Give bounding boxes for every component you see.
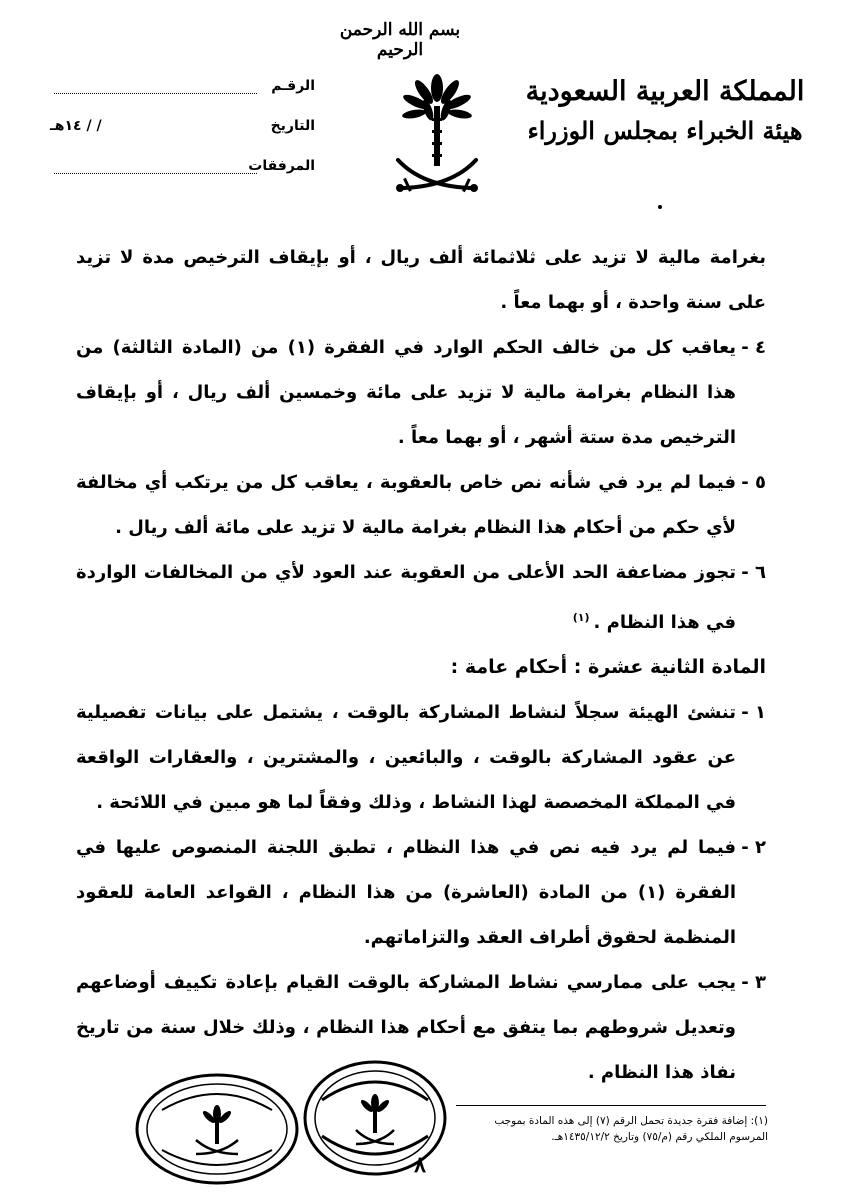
article-heading: المادة الثانية عشرة : أحكام عامة : — [450, 656, 766, 678]
continuation-paragraph: بغرامة مالية لا تزيد على ثلاثمائة ألف ريال ، أو بإيقاف الترخيص مدة لا تزيد على سنة واحدة ، أو بهما معاً . — [76, 247, 766, 313]
date-row — [50, 106, 315, 146]
kingdom-name: المملكة العربية السعودية — [525, 76, 805, 107]
item-text: يجب على ممارسي نشاط المشاركة بالوقت القيام بإعادة تكييف أوضاعهم وتعديل شروطهم بما يتفق مع أحكام هذا النظام ، وذلك خلال سنة من تاريخ نفاذ هذا النظام . — [76, 972, 736, 1083]
date-label: التاريخ — [270, 118, 315, 134]
item-number: ٤ - — [741, 337, 766, 358]
item-text: فيما لم يرد في شأنه نص خاص بالعقوبة ، يعاقب كل من يرتكب أي مخالفة لأي حكم من أحكام هذا النظام بغرامة مالية لا تزيد على مائة ألف ريال . — [76, 472, 736, 538]
item-text: يعاقب كل من خالف الحكم الوارد في الفقرة (١) من (المادة الثالثة) من هذا النظام بغرامة مالية لا تزيد على مائة وخمسين ألف ريال ، أو بإيقاف الترخيص مدة ستة أشهر ، أو بهما معاً . — [76, 337, 737, 448]
item-number: ٦ - — [741, 562, 766, 583]
item-text: تجوز مضاعفة الحد الأعلى من العقوبة عند العود لأي من المخالفات الواردة في هذا النظام . — [76, 562, 736, 633]
item-text: تنشئ الهيئة سجلاً لنشاط المشاركة بالوقت ، يشتمل على بيانات تفصيلية عن عقود المشاركة بالوقت ، والبائعين ، والمشترين ، والعقارات الواقعة في المملكة المخصصة لهذا النشاط ، وذلك وفقاً لما هو مبين في اللائحة . — [76, 702, 736, 813]
authority-name: هيئة الخبراء بمجلس الوزراء — [527, 116, 803, 145]
official-seal-stamp-icon — [132, 1070, 302, 1188]
list-item — [76, 690, 766, 825]
list-item — [76, 460, 766, 550]
reference-fields — [50, 66, 315, 186]
item-number: ٣ - — [741, 972, 766, 993]
dot-mark — [658, 205, 662, 209]
reference-label: الرقـم — [271, 78, 315, 94]
footnote-divider — [456, 1105, 766, 1106]
saudi-palm-swords-emblem-icon — [392, 68, 482, 198]
item-text-with-footnote — [76, 550, 736, 645]
list-item — [76, 550, 766, 645]
item-number: ١ - — [741, 702, 766, 723]
item-text: فيما لم يرد فيه نص في هذا النظام ، تطبق اللجنة المنصوص عليها في الفقرة (١) من المادة (العاشرة) من هذا النظام ، القواعد العامة للعقود المنظمة لحقوق أطراف العقد والتزاماتهم. — [76, 837, 737, 948]
attachments-line — [54, 159, 257, 174]
page-number: ٨ — [414, 1152, 426, 1178]
list-item — [76, 325, 766, 460]
reference-line — [54, 79, 257, 94]
document-body — [76, 235, 766, 1095]
basmala: بسم الله الرحمن الرحيم — [339, 20, 461, 60]
list-item — [76, 825, 766, 960]
footnote: (١): إضافة فقرة جديدة تحمل الرقم (٧) إلى هذه المادة بموجب المرسوم الملكي رقم (م/٧٥) وتاريخ ١٤٣٥/١٢/٢هـ. — [494, 1115, 768, 1143]
attachments-row — [50, 146, 315, 186]
item-number: ٥ - — [741, 472, 766, 493]
item-number: ٢ - — [741, 837, 766, 858]
attachments-label: المرفقات — [248, 158, 315, 174]
reference-number-row — [50, 66, 315, 106]
footnote-reference: (١) — [572, 611, 590, 624]
date-value: / / ١٤هـ — [50, 118, 102, 134]
issuer-title — [520, 72, 810, 150]
